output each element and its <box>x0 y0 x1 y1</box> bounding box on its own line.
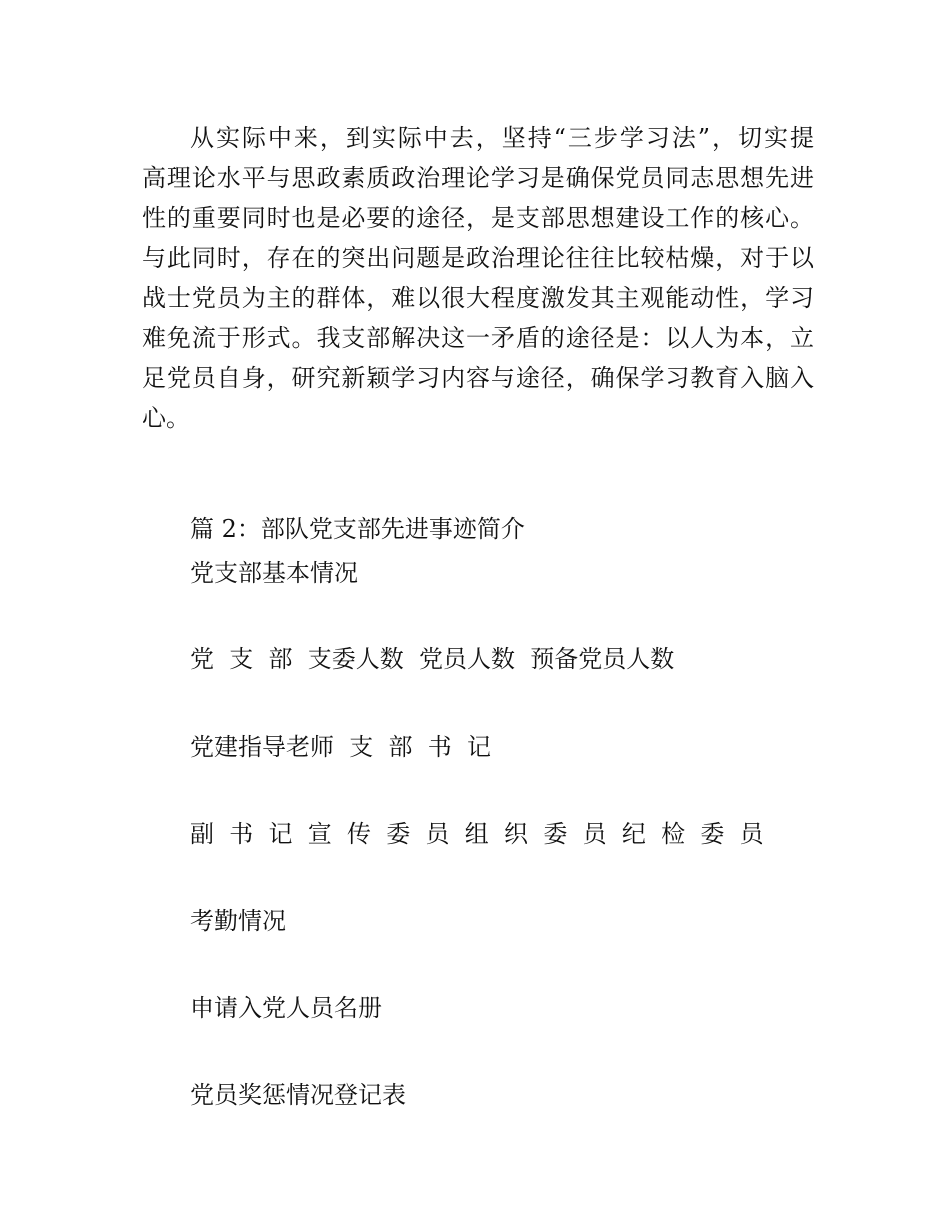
paragraph-line-4: 与此同时，存在的突出问题是政治理论往往比较枯燥，对于以 <box>142 244 814 272</box>
paragraph-line-3: 性的重要同时也是必要的途径，是支部思想建设工作的核心。 <box>142 204 814 232</box>
attendance-title: 考勤情况 <box>190 907 286 935</box>
paragraph-line-7: 足党员自身，研究新颖学习内容与途径，确保学习教育入脑入 <box>142 364 814 392</box>
table-header-row: 党 支 部 支委人数 党员人数 预备党员人数 <box>190 645 675 673</box>
paragraph-line-2: 高理论水平与思政素质政治理论学习是确保党员同志思想先进 <box>142 164 814 192</box>
leaders-row: 党建指导老师 支 部 书 记 <box>190 733 492 761</box>
paragraph-line-8: 心。 <box>142 404 190 432</box>
paragraph-line-1: 从实际中来，到实际中去，坚持“三步学习法”，切实提 <box>190 124 814 152</box>
rewards-title: 党员奖惩情况登记表 <box>190 1081 406 1109</box>
committee-row: 副 书 记 宣 传 委 员 组 织 委 员 纪 检 委 员 <box>190 820 764 848</box>
intro-paragraph <box>142 118 814 438</box>
paragraph-line-5: 战士党员为主的群体，难以很大程度激发其主观能动性，学习 <box>142 284 814 312</box>
paragraph-line-6: 难免流于形式。我支部解决这一矛盾的途径是：以人为本，立 <box>142 324 814 352</box>
basic-info-title: 党支部基本情况 <box>190 559 358 587</box>
section-heading: 篇 2：部队党支部先进事迹简介 <box>190 515 525 543</box>
applicants-title: 申请入党人员名册 <box>190 994 382 1022</box>
